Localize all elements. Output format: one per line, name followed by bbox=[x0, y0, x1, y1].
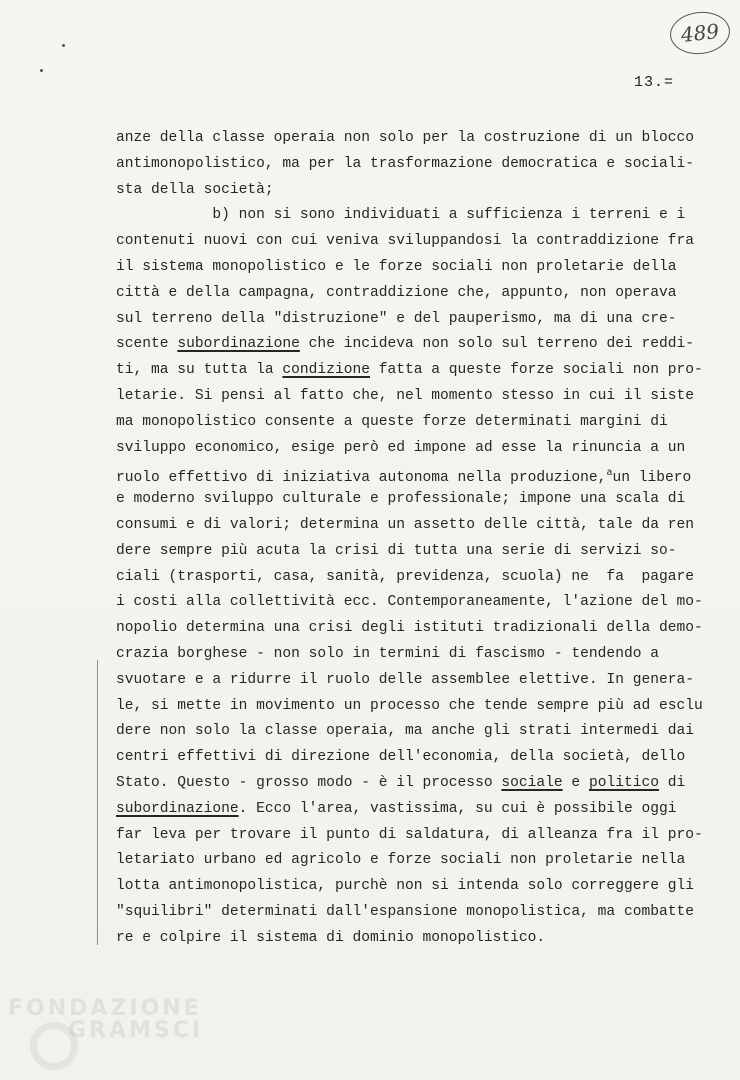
watermark-line-1: FONDAZIONE bbox=[8, 996, 202, 1021]
text-segment: nopolio determina una crisi degli istituti tradizionali della demo- bbox=[116, 620, 703, 637]
margin-pencil-mark bbox=[97, 660, 98, 945]
text-segment: ciali (trasporti, casa, sanità, previdenza, scuola) ne fa pagare bbox=[116, 568, 695, 585]
text-segment: di bbox=[659, 774, 686, 791]
underlined-term: subordinazione bbox=[116, 800, 239, 817]
text-line bbox=[116, 797, 716, 823]
text-segment: un libero bbox=[612, 470, 692, 487]
text-segment: il sistema monopolistico e le forze sociali non proletarie della bbox=[116, 258, 677, 275]
text-segment: b) non si sono individuati a sufficienza i terreni e i bbox=[116, 207, 686, 224]
text-segment: sta della società; bbox=[116, 181, 274, 198]
text-line bbox=[116, 358, 716, 384]
text-line bbox=[116, 332, 716, 358]
ink-speck bbox=[40, 69, 43, 72]
text-line bbox=[116, 152, 716, 178]
text-segment: antimonopolistico, ma per la trasformazione democratica e sociali- bbox=[116, 155, 695, 172]
superscript-insertion: a bbox=[606, 468, 613, 480]
text-line bbox=[116, 229, 716, 255]
text-segment: letarie. Si pensi al fatto che, nel momento stesso in cui il siste bbox=[116, 387, 695, 404]
text-line bbox=[116, 178, 716, 204]
text-line bbox=[116, 203, 716, 229]
underlined-term: politico bbox=[588, 774, 659, 791]
text-segment: letariato urbano ed agricolo e forze sociali non proletarie nella bbox=[116, 852, 686, 869]
text-line bbox=[116, 823, 716, 849]
text-line bbox=[116, 900, 716, 926]
text-segment: dere sempre più acuta la crisi di tutta una serie di servizi so- bbox=[116, 542, 677, 559]
underlined-term: condizione bbox=[282, 362, 370, 379]
text-line bbox=[116, 384, 716, 410]
text-segment: che incideva non solo sul terreno dei reddi- bbox=[299, 336, 695, 353]
text-segment: contenuti nuovi con cui veniva sviluppandosi la contraddizione fra bbox=[116, 233, 695, 250]
text-segment: lotta antimonopolistica, purchè non si intenda solo correggere gli bbox=[116, 878, 695, 895]
underlined-term: subordinazione bbox=[177, 336, 300, 353]
text-line bbox=[116, 694, 716, 720]
text-segment: fatta a queste forze sociali non pro- bbox=[369, 362, 703, 379]
text-line bbox=[116, 487, 716, 513]
text-segment: ti, ma su tutta la bbox=[116, 362, 283, 379]
text-segment: le, si mette in movimento un processo che tende sempre più ad esclu bbox=[116, 697, 703, 714]
text-line bbox=[116, 668, 716, 694]
text-line bbox=[116, 436, 716, 462]
underlined-term: sociale bbox=[501, 774, 563, 791]
text-segment: anze della classe operaia non solo per la costruzione di un blocco bbox=[116, 130, 695, 146]
text-segment: dere non solo la classe operaia, ma anche gli strati intermedi dai bbox=[116, 723, 695, 740]
text-line bbox=[116, 848, 716, 874]
text-line bbox=[116, 616, 716, 642]
text-segment: ma monopolistico consente a queste forze determinati margini di bbox=[116, 413, 668, 430]
page-number: 13.= bbox=[634, 74, 675, 91]
text-segment: ruolo effettivo di iniziativa autonoma nella produzione, bbox=[116, 470, 607, 487]
text-line bbox=[116, 874, 716, 900]
watermark-line-2: GRAMSCI bbox=[68, 1018, 204, 1043]
text-line bbox=[116, 410, 716, 436]
text-segment: sul terreno della "distruzione" e del pauperismo, ma di una cre- bbox=[116, 310, 677, 327]
text-line bbox=[116, 307, 716, 333]
text-segment: centri effettivi di direzione dell'economia, della società, dello bbox=[116, 749, 686, 766]
text-segment: Stato. Questo - grosso modo - è il processo bbox=[116, 774, 502, 791]
text-line bbox=[116, 642, 716, 668]
text-line bbox=[116, 513, 716, 539]
text-line bbox=[116, 126, 716, 152]
text-segment: "squilibri" determinati dall'espansione monopolistica, ma combatte bbox=[116, 903, 695, 920]
text-line bbox=[116, 771, 716, 797]
text-line bbox=[116, 281, 716, 307]
text-segment: scente bbox=[116, 336, 178, 353]
archive-number-stamp: 489 bbox=[668, 9, 732, 57]
text-line bbox=[116, 745, 716, 771]
text-line bbox=[116, 926, 716, 952]
text-segment: far leva per trovare il punto di saldatura, di alleanza fra il pro- bbox=[116, 826, 703, 843]
text-segment: . Ecco l'area, vastissima, su cui è possibile oggi bbox=[238, 800, 677, 817]
text-line bbox=[116, 255, 716, 281]
watermark-logo-icon bbox=[30, 1022, 78, 1070]
text-segment: consumi e di valori; determina un assetto delle città, tale da ren bbox=[116, 516, 695, 533]
text-line bbox=[116, 590, 716, 616]
ink-speck bbox=[62, 44, 65, 47]
text-segment: e moderno sviluppo culturale e professionale; impone una scala di bbox=[116, 491, 686, 508]
text-segment: città e della campagna, contraddizione che, appunto, non operava bbox=[116, 284, 677, 301]
text-segment: svuotare e a ridurre il ruolo delle assemblee elettive. In genera- bbox=[116, 671, 695, 688]
text-line bbox=[116, 565, 716, 591]
text-segment: e bbox=[562, 774, 589, 791]
text-line bbox=[116, 461, 716, 487]
text-line bbox=[116, 719, 716, 745]
text-line bbox=[116, 539, 716, 565]
text-segment: re e colpire il sistema di dominio monopolistico. bbox=[116, 929, 546, 946]
text-segment: sviluppo economico, esige però ed impone ad esse la rinuncia a un bbox=[116, 439, 686, 456]
text-segment: i costi alla collettività ecc. Contemporaneamente, l'azione del mo- bbox=[116, 594, 703, 611]
typed-body-text bbox=[116, 126, 716, 952]
text-segment: crazia borghese - non solo in termini di fascismo - tendendo a bbox=[116, 645, 659, 662]
